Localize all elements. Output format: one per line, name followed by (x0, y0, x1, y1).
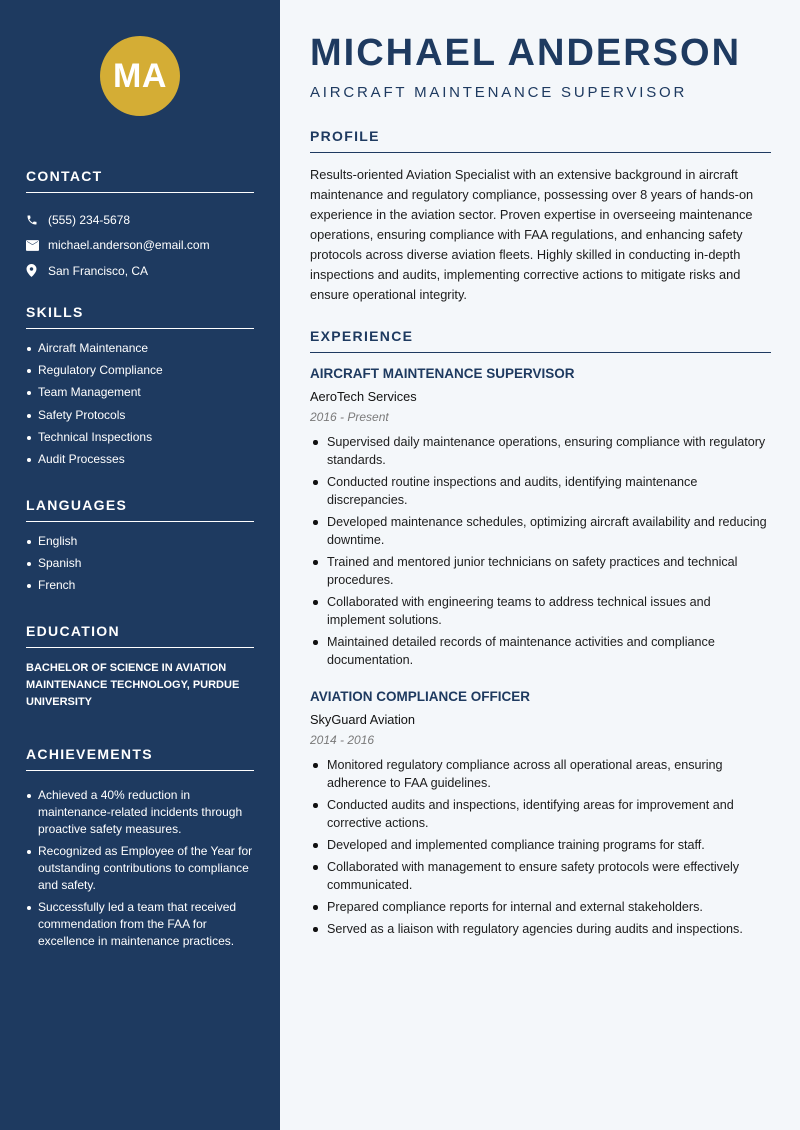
job-entry (310, 689, 771, 942)
responsibility-item: Prepared compliance reports for internal and external stakeholders. (310, 898, 771, 916)
languages-heading: LANGUAGES (26, 497, 254, 522)
job-company: SkyGuard Aviation (310, 712, 416, 727)
achievements-list (26, 787, 254, 950)
responsibility-item: Supervised daily maintenance operations, ensuring compliance with regulatory standards. (310, 433, 771, 469)
languages-list (26, 533, 254, 594)
responsibility-item: Maintained detailed records of maintenance activities and compliance documentation. (310, 633, 771, 669)
phone-icon (26, 214, 48, 226)
job-company: AeroTech Services (310, 389, 417, 404)
contact-heading: CONTACT (26, 168, 254, 193)
skills-list (26, 340, 254, 468)
contact-section (26, 168, 254, 284)
location-pin-icon (26, 264, 48, 277)
skill-item: Aircraft Maintenance (26, 340, 254, 357)
job-dates: 2014 - 2016 (310, 733, 375, 747)
phone-text: (555) 234-5678 (48, 212, 131, 227)
candidate-name: MICHAEL ANDERSON (310, 32, 742, 74)
responsibility-item: Developed and implemented compliance training programs for staff. (310, 836, 771, 854)
job-responsibilities (310, 756, 771, 938)
education-degree: BACHELOR OF SCIENCE IN AVIATION MAINTENANCE TECHNOLOGY, PURDUE UNIVERSITY (26, 662, 240, 708)
location-text: San Francisco, CA (48, 263, 149, 278)
job-role: AIRCRAFT MAINTENANCE SUPERVISOR (310, 366, 575, 381)
skills-section (26, 304, 254, 473)
education-heading: EDUCATION (26, 623, 254, 648)
skill-item: Technical Inspections (26, 429, 254, 446)
job-title-headline: AIRCRAFT MAINTENANCE SUPERVISOR (310, 84, 688, 101)
avatar-initials: MA (100, 36, 180, 116)
skill-item: Regulatory Compliance (26, 362, 254, 379)
experience-section (310, 328, 771, 353)
responsibility-item: Trained and mentored junior technicians on safety practices and technical procedures. (310, 553, 771, 589)
achievement-item: Successfully led a team that received commendation from the FAA for excellence in maintenance practices. (26, 899, 254, 950)
profile-heading: PROFILE (310, 128, 771, 153)
sidebar (0, 0, 280, 1130)
education-section (26, 623, 254, 711)
responsibility-item: Collaborated with management to ensure safety protocols were effectively communicated. (310, 858, 771, 894)
skills-heading: SKILLS (26, 304, 254, 329)
profile-section (310, 128, 771, 305)
contact-location (26, 258, 254, 284)
experience-heading: EXPERIENCE (310, 328, 771, 353)
mail-icon (26, 240, 48, 251)
main-content (310, 0, 771, 1130)
language-item: English (26, 533, 254, 550)
contact-list (26, 207, 254, 284)
job-entry (310, 366, 771, 673)
skill-item: Audit Processes (26, 451, 254, 468)
job-dates: 2016 - Present (310, 410, 389, 424)
responsibility-item: Collaborated with engineering teams to address technical issues and implement solutions. (310, 593, 771, 629)
achievement-item: Recognized as Employee of the Year for outstanding contributions to compliance and safety. (26, 843, 254, 894)
achievements-heading: ACHIEVEMENTS (26, 746, 254, 771)
responsibility-item: Conducted routine inspections and audits, identifying maintenance discrepancies. (310, 473, 771, 509)
responsibility-item: Conducted audits and inspections, identifying areas for improvement and corrective actions. (310, 796, 771, 832)
email-text: michael.anderson@email.com (48, 238, 210, 253)
profile-text: Results-oriented Aviation Specialist with an extensive background in aircraft maintenance and regulatory compliance, possessing over 8 years of hands-on experience in the aviation sector. Proven expertise in overseeing maintenance operations, ensuring compliance with FAA regulations, and enhancing safety protocols across diverse aviation fleets. Highly skilled in conducting in-depth inspections and audits, implementing corrective actions to mitigate risks and ensure operational integrity. (310, 167, 754, 302)
responsibility-item: Served as a liaison with regulatory agencies during audits and inspections. (310, 920, 771, 938)
contact-phone (26, 207, 254, 233)
achievement-item: Achieved a 40% reduction in maintenance-related incidents through proactive safety measures. (26, 787, 254, 838)
job-role: AVIATION COMPLIANCE OFFICER (310, 689, 530, 704)
contact-email (26, 233, 254, 259)
job-responsibilities (310, 433, 771, 669)
language-item: Spanish (26, 555, 254, 572)
skill-item: Team Management (26, 384, 254, 401)
achievements-section (26, 746, 254, 956)
language-item: French (26, 577, 254, 594)
responsibility-item: Developed maintenance schedules, optimizing aircraft availability and reducing downtime. (310, 513, 771, 549)
languages-section (26, 497, 254, 600)
skill-item: Safety Protocols (26, 407, 254, 424)
responsibility-item: Monitored regulatory compliance across all operational areas, ensuring adherence to FAA guidelines. (310, 756, 771, 792)
